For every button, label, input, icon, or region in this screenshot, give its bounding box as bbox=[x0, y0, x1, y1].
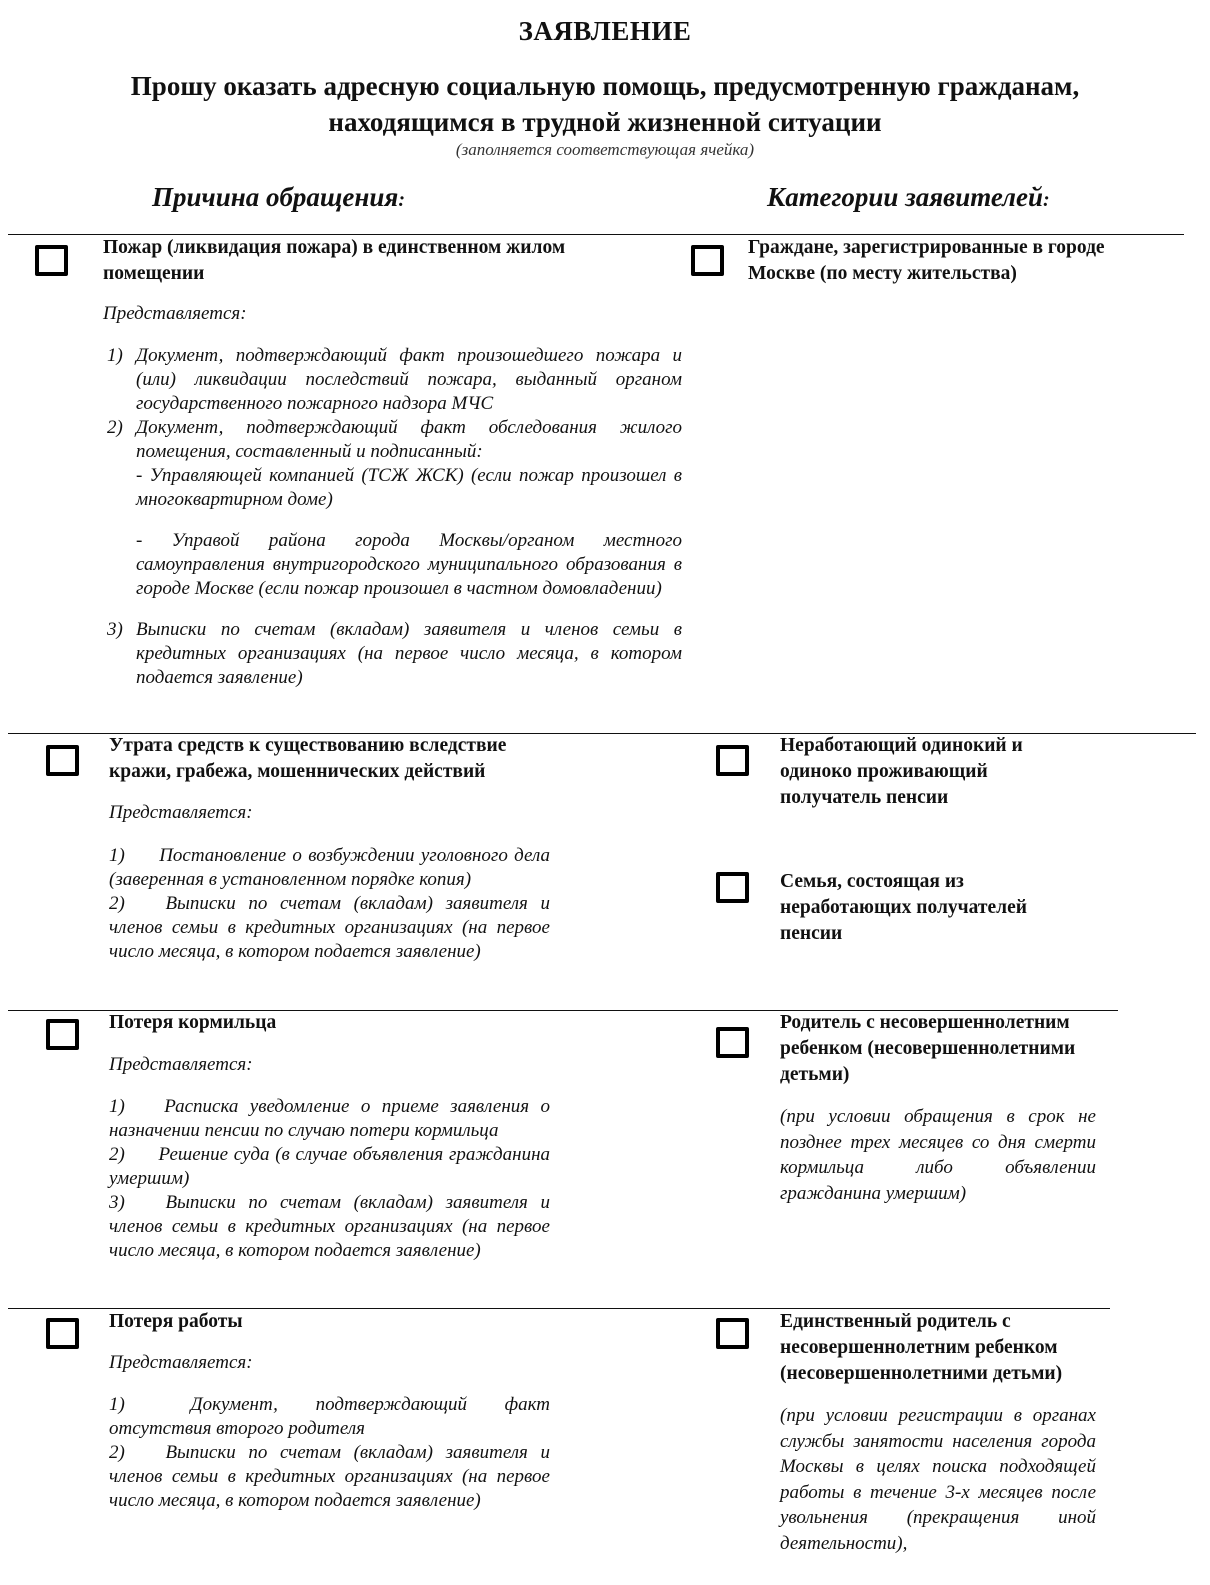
breadwinner-documents-list bbox=[109, 1095, 550, 1263]
list-item bbox=[107, 344, 682, 416]
category-checkbox-parent-with-minor[interactable] bbox=[716, 1027, 749, 1058]
category-label-moscow-registered: Граждане, зарегистрированные в городе Москве (по месту жительства) bbox=[748, 237, 1105, 284]
theft-documents-list bbox=[109, 844, 550, 964]
category-label-pensioner-family: Семья, состоящая из неработающих получателей пенсии bbox=[780, 871, 1027, 944]
list-item bbox=[109, 1393, 550, 1441]
reason-checkbox-breadwinner-loss[interactable] bbox=[46, 1019, 79, 1050]
list-item-text: Выписки по счетам (вкладам) заявителя и членов семьи в кредитных организациях (на первое число месяца, в котором подается заявление) bbox=[136, 619, 682, 688]
list-item-text: Документ, подтверждающий факт отсутствия второго родителя bbox=[109, 1394, 550, 1439]
list-item-number: 3) bbox=[107, 619, 123, 640]
provided-label: Представляется: bbox=[109, 1352, 253, 1373]
list-item-text: Выписки по счетам (вкладам) заявителя и членов семьи в кредитных организациях (на первое число месяца, в котором подается заявление) bbox=[109, 1192, 550, 1261]
list-item bbox=[109, 1441, 550, 1513]
list-item-text: Расписка уведомление о приеме заявления о назначении пенсии по случаю потери кормильца bbox=[109, 1096, 550, 1141]
document-title: ЗАЯВЛЕНИЕ bbox=[518, 16, 692, 46]
reason-checkbox-job-loss[interactable] bbox=[46, 1318, 79, 1349]
list-item bbox=[109, 844, 550, 892]
reasons-heading-text: Причина обращения bbox=[152, 182, 399, 212]
reason-checkbox-fire[interactable] bbox=[35, 245, 68, 276]
list-item bbox=[109, 892, 550, 964]
reason-checkbox-theft[interactable] bbox=[46, 745, 79, 776]
list-item-number: 2) bbox=[109, 1442, 125, 1463]
reasons-column-heading bbox=[152, 182, 405, 213]
list-item-number: 1) bbox=[109, 1394, 125, 1415]
category-label-single-pensioner: Неработающий одинокий и одиноко проживающий получатель пенсии bbox=[780, 735, 1023, 808]
list-item bbox=[109, 1191, 550, 1263]
list-item bbox=[107, 416, 682, 601]
list-item-number: 1) bbox=[109, 1096, 125, 1117]
reason-label-theft: Утрата средств к существованию вследствие кражи, грабежа, мошеннических действий bbox=[109, 735, 507, 782]
category-checkbox-single-pensioner[interactable] bbox=[716, 745, 749, 776]
job-loss-documents-list bbox=[109, 1393, 550, 1513]
provided-label: Представляется: bbox=[109, 1054, 253, 1075]
reason-label-fire: Пожар (ликвидация пожара) в единственном жилом помещении bbox=[103, 237, 566, 284]
fire-documents-list bbox=[107, 344, 682, 690]
category-condition-note: (при условии обращения в срок не позднее трех месяцев со дня смерти кормильца либо объявлении гражданина умершим) bbox=[780, 1106, 1096, 1204]
list-subitem: - Управляющей компанией (ТСЖ ЖСК) (если пожар произошел в многоквартирном доме) bbox=[136, 465, 682, 510]
category-label-single-parent: Единственный родитель с несовершеннолетним ребенком (несовершеннолетними детьми) bbox=[780, 1311, 1063, 1384]
reason-label-breadwinner-loss: Потеря кормильца bbox=[109, 1012, 277, 1033]
list-item bbox=[109, 1143, 550, 1191]
list-item-text: Решение суда (в случае объявления гражданина умершим) bbox=[109, 1144, 551, 1189]
request-statement-line-2: находящимся в трудной жизненной ситуации bbox=[328, 107, 882, 137]
provided-label: Представляется: bbox=[103, 303, 247, 324]
category-checkbox-moscow-registered[interactable] bbox=[691, 245, 724, 276]
list-item-number: 2) bbox=[107, 417, 123, 438]
list-item bbox=[107, 618, 682, 690]
category-checkbox-pensioner-family[interactable] bbox=[716, 872, 749, 903]
list-item-text: Документ, подтверждающий факт обследования жилого помещения, составленный и подписанный: bbox=[136, 417, 682, 462]
reason-label-job-loss: Потеря работы bbox=[109, 1311, 243, 1332]
list-item-text: Постановление о возбуждении уголовного дела (заверенная в установленном порядке копия) bbox=[109, 845, 551, 890]
provided-label: Представляется: bbox=[109, 802, 253, 823]
category-checkbox-single-parent[interactable] bbox=[716, 1318, 749, 1349]
categories-heading-text: Категории заявителей bbox=[767, 182, 1044, 212]
categories-column-heading bbox=[767, 182, 1050, 213]
list-item-text: Выписки по счетам (вкладам) заявителя и членов семьи в кредитных организациях (на первое число месяца, в котором подается заявление) bbox=[109, 893, 550, 962]
reasons-heading-colon: : bbox=[398, 189, 405, 211]
list-item-number: 2) bbox=[109, 893, 125, 914]
list-item-number: 1) bbox=[109, 845, 125, 866]
list-item-number: 3) bbox=[109, 1192, 125, 1213]
list-item-text: Документ, подтверждающий факт произошедшего пожара и (или) ликвидации последствий пожара, выданный органом государственного пожарного надзора МЧС bbox=[136, 345, 682, 414]
fill-instruction-note: (заполняется соответствующая ячейка) bbox=[455, 140, 755, 159]
category-condition-note: (при условии регистрации в органах службы занятости населения города Москвы в целях поиска подходящей работы в течение 3-х месяцев после увольнения (прекращения иной деятельности), bbox=[780, 1405, 1096, 1554]
list-subitem: - Управой района города Москвы/органом местного самоуправления внутригородского муниципального образования в городе Москве (если пожар произошел в частном домовладении) bbox=[136, 530, 682, 599]
request-statement bbox=[60, 68, 1150, 140]
request-statement-line-1: Прошу оказать адресную социальную помощь, предусмотренную гражданам, bbox=[130, 71, 1080, 101]
category-label-parent-with-minor: Родитель с несовершеннолетним ребенком (несовершеннолетними детьми) bbox=[780, 1012, 1076, 1085]
categories-heading-colon: : bbox=[1043, 189, 1050, 211]
list-item bbox=[109, 1095, 550, 1143]
list-item-number: 1) bbox=[107, 345, 123, 366]
list-item-text: Выписки по счетам (вкладам) заявителя и членов семьи в кредитных организациях (на первое число месяца, в котором подается заявление) bbox=[109, 1442, 550, 1511]
list-item-number: 2) bbox=[109, 1144, 125, 1165]
